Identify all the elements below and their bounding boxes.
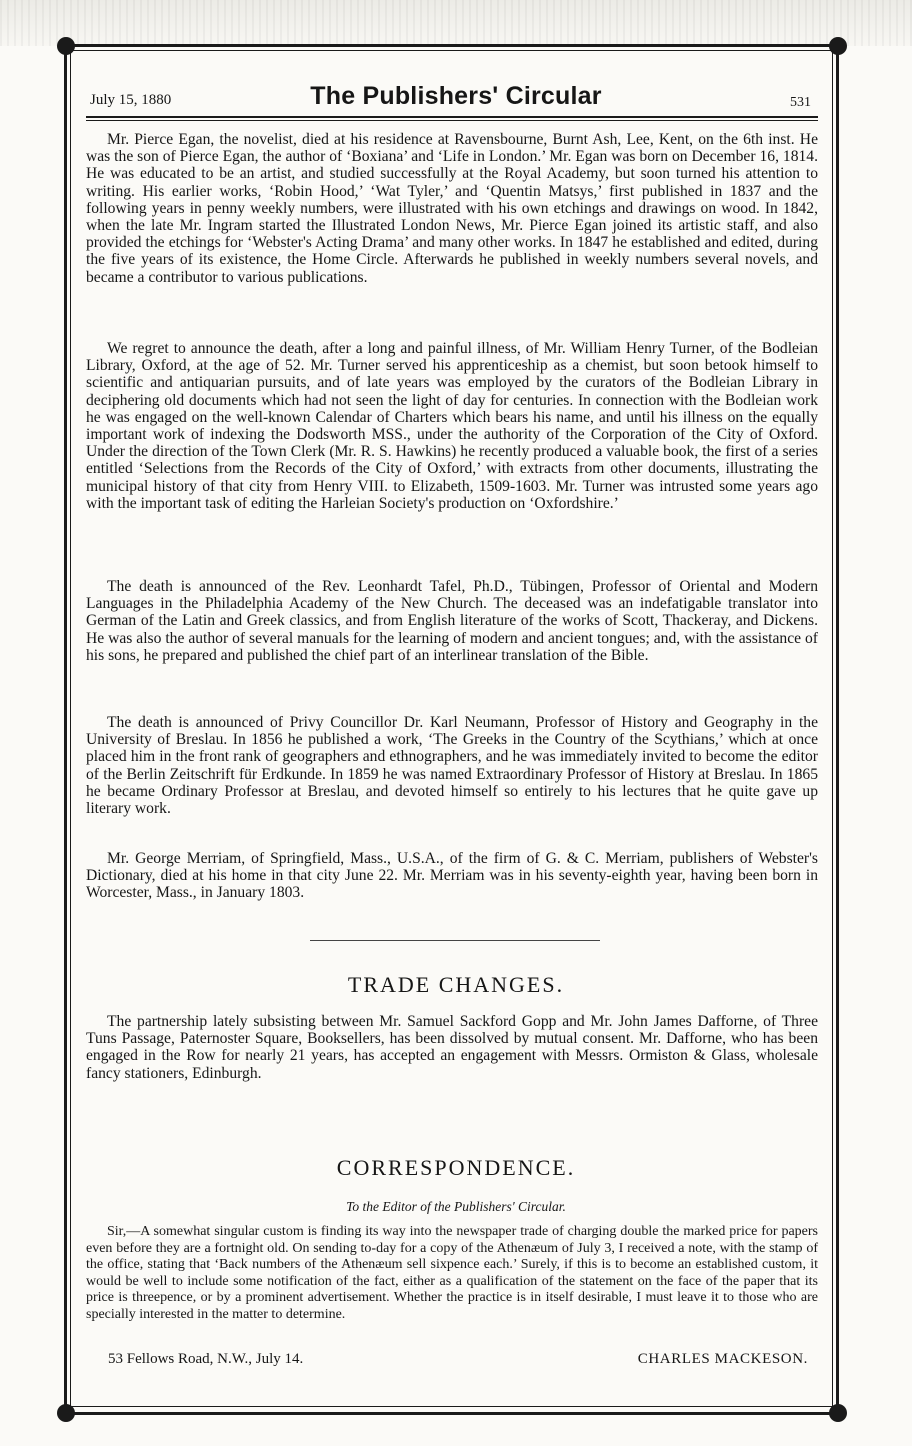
journal-title: The Publishers' Circular xyxy=(310,82,602,110)
obituary-merriam xyxy=(86,850,818,902)
frame-corner-ornament xyxy=(57,37,75,55)
letter-address: 53 Fellows Road, N.W., July 14. xyxy=(108,1351,304,1367)
frame-corner-ornament xyxy=(57,1404,75,1422)
frame-border-top xyxy=(64,44,839,47)
section-divider xyxy=(310,940,600,941)
frame-border-bottom-inner xyxy=(64,1406,839,1407)
header-rule-thin xyxy=(86,120,818,121)
header-rule xyxy=(86,116,818,118)
page-number: 531 xyxy=(790,95,811,110)
paragraph: We regret to announce the death, after a long and painful illness, of Mr. William Henry Turner, of the Bodleian Library, Oxford, at the age of 52. Mr. Turner served his apprenticeship as a chemist, but soon betook himself to scientific and antiquarian pursuits, and of late years was employed by the curators of the Bodleian Library in deciphering old documents which had not seen the light of day for centuries. In connection with the Bodleian work he was engaged on the well-known Calendar of Charters which bears his name, and until his illness on the equally important work of indexing the Dodsworth MSS., under the authority of the Corporation of the City of Oxford. Under the direction of the Town Clerk (Mr. R. S. Hawkins) he recently produced a valuable book, the first of a series entitled ‘Selections from the Records of the City of Oxford,’ with extracts from other documents, illustrating the municipal history of that city from Henry VIII. to Elizabeth, 1509-1603. Mr. Turner was intrusted some years ago with the important task of editing the Harleian Society's production on ‘Oxfordshire.’ xyxy=(86,340,818,512)
frame-border-top-inner xyxy=(64,50,839,51)
trade-changes-heading: TRADE CHANGES. xyxy=(347,972,565,997)
issue-date: July 15, 1880 xyxy=(90,92,172,108)
obituary-neumann xyxy=(86,714,818,817)
correspondence-subheading: To the Editor of the Publishers' Circular. xyxy=(346,1199,566,1214)
paragraph: The death is announced of Privy Councillor Dr. Karl Neumann, Professor of History and Geography in the University of Breslau. In 1856 he published a work, ‘The Greeks in the Country of the Scythians,’ which at once placed him in the front rank of geographers and ethnographers, and he was immediately invited to become the editor of the Berlin Zeitschrift für Erdkunde. In 1859 he was named Extraordinary Professor of History at Breslau. In 1865 he became Ordinary Professor at Breslau, and devoted himself so entirely to his lectures that he quite gave up literary work. xyxy=(86,714,818,818)
letter-signature: CHARLES MACKESON. xyxy=(637,1351,808,1367)
paragraph: The partnership lately subsisting between Mr. Samuel Sackford Gopp and Mr. John James Dafforne, of Three Tuns Passage, Paternoster Square, Booksellers, has been dissolved by mutual consent. Mr. Dafforne, who has been engaged in the Row for nearly 21 years, has accepted an engagement with Messrs. Ormiston & Glass, wholesale fancy stationers, Edinburgh. xyxy=(86,1013,818,1082)
page-top-edge xyxy=(0,0,912,46)
paragraph: The death is announced of the Rev. Leonhardt Tafel, Ph.D., Tübingen, Professor of Oriental and Modern Languages in the Philadelphia Academy of the New Church. The deceased was an indefatigable translator into German of the Latin and Greek classics, and from English literature of the works of Scott, Thackeray, and Dickens. He was also the author of several manuals for the learning of modern and ancient tongues; and, with the assistance of his sons, he prepared and published the chief part of an interlinear translation of the Bible. xyxy=(86,578,818,664)
obituary-tafel xyxy=(86,578,818,664)
frame-border-bottom xyxy=(64,1412,839,1415)
trade-changes-notice xyxy=(86,1013,818,1082)
correspondence-heading: CORRESPONDENCE. xyxy=(336,1155,576,1180)
obituary-egan xyxy=(86,131,818,286)
paragraph: Mr. George Merriam, of Springfield, Mass., U.S.A., of the firm of G. & C. Merriam, publishers of Webster's Dictionary, died at his home in that city June 22. Mr. Merriam was in his seventy-eighth year, having been born in Worcester, Mass., in January 1803. xyxy=(86,850,818,902)
paragraph: Sir,—A somewhat singular custom is finding its way into the newspaper trade of charging double the marked price for papers even before they are a fortnight old. On sending to-day for a copy of the Athenæum of July 3, I received a note, with the stamp of the office, stating that ‘Back numbers of the Athenæum sell sixpence each.’ Surely, if this is to become an established custom, it would be well to include some notification of the fact, either as a qualification of the statement on the face of the paper that its price is threepence, or by a prominent advertisement. Whether the practice is in itself desirable, I must leave it to those who are specially interested in the matter to determine. xyxy=(86,1224,818,1322)
correspondence-letter xyxy=(86,1224,818,1324)
obituary-turner xyxy=(86,340,818,512)
paragraph: Mr. Pierce Egan, the novelist, died at his residence at Ravensbourne, Burnt Ash, Lee, Kent, on the 6th inst. He was the son of Pierce Egan, the author of ‘Boxiana’ and ‘Life in London.’ Mr. Egan was born on December 16, 1814. He was educated to be an artist, and studied successfully at the Royal Academy, but soon turned his attention to writing. His earlier works, ‘Robin Hood,’ ‘Wat Tyler,’ and ‘Quentin Matsys,’ first published in 1837 and the following years in penny weekly numbers, were illustrated with his own etchings and drawings on wood. In 1842, when the late Mr. Ingram started the Illustrated London News, Mr. Pierce Egan joined its artistic staff, and also provided the etchings for ‘Webster's Acting Drama’ and many other works. In 1847 he established and edited, during the five years of its existence, the Home Circle. Afterwards he published in weekly numbers several novels, and became a contributor to various publications. xyxy=(86,131,818,286)
frame-corner-ornament xyxy=(829,37,847,55)
frame-corner-ornament xyxy=(829,1404,847,1422)
